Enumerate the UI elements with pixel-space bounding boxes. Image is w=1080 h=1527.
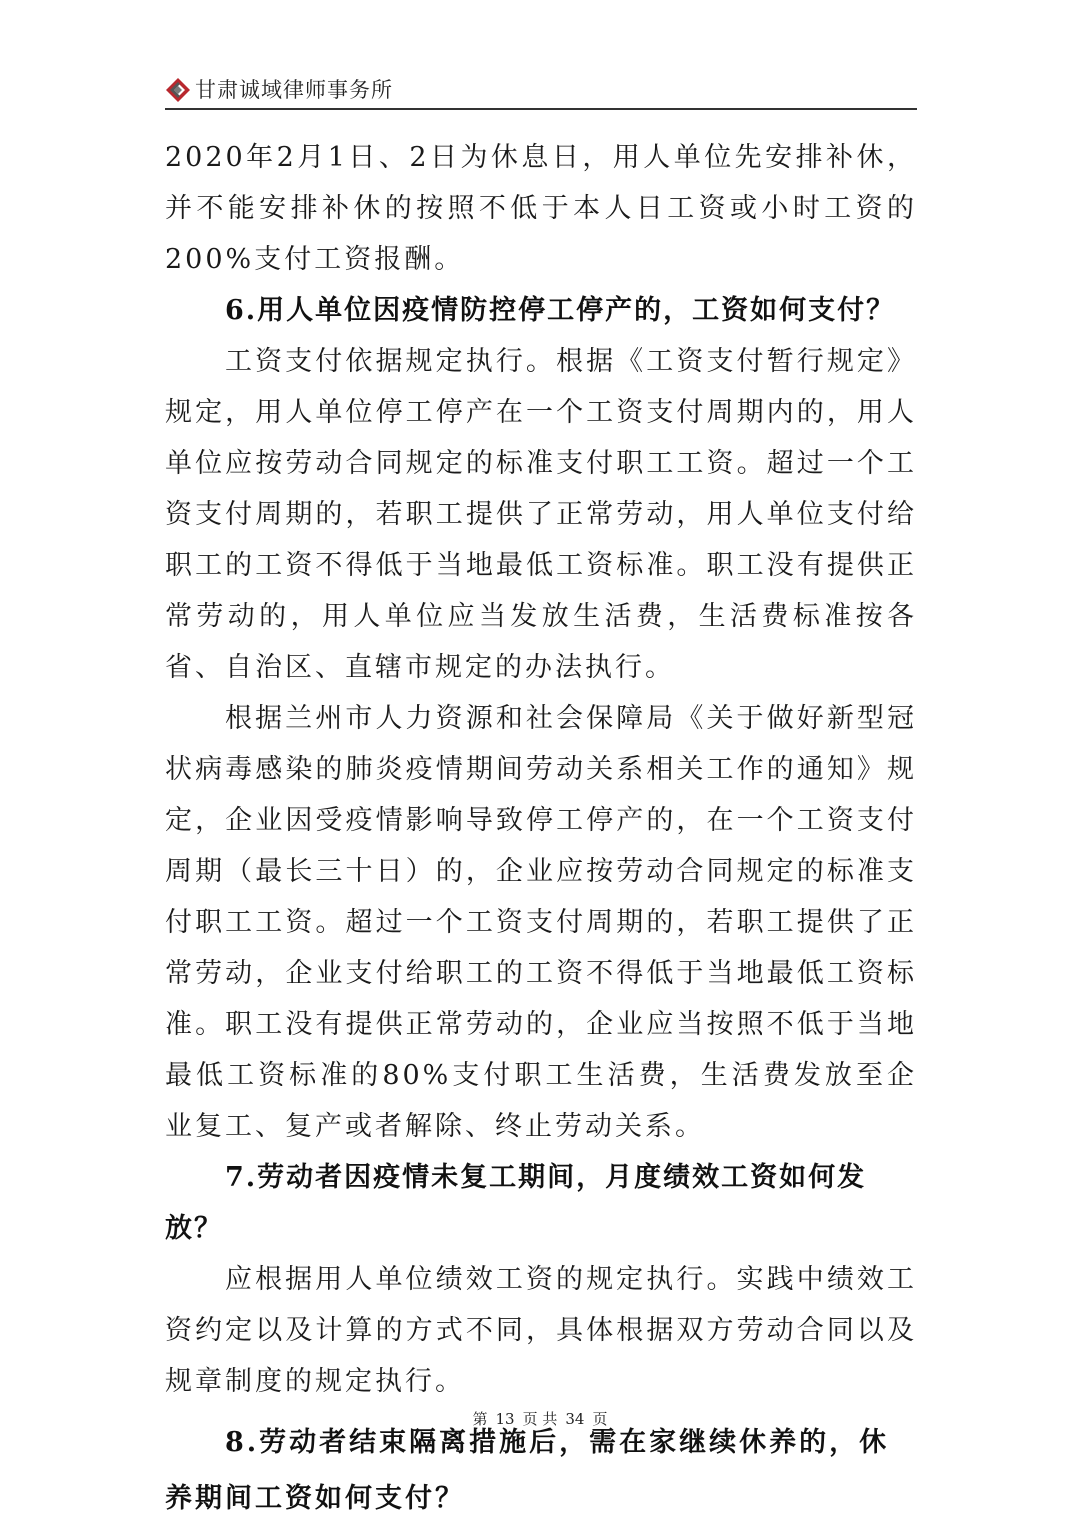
footer-mid: 页 共 bbox=[522, 1410, 558, 1428]
firm-logo-icon bbox=[165, 77, 191, 103]
heading-q6: 6.用人单位因疫情防控停工停产的，工资如何支付？ bbox=[225, 295, 896, 326]
footer-suffix: 页 bbox=[592, 1410, 608, 1428]
page-number: 13 bbox=[495, 1410, 515, 1428]
firm-name: 甘肃诚域律师事务所 bbox=[195, 78, 393, 102]
document-body bbox=[165, 132, 917, 1527]
paragraph-q6-regulation: 工资支付依据规定执行。根据《工资支付暂行规定》规定，用人单位停工停产在一个工资支付周期内的，用人单位应按劳动合同规定的标准支付职工工资。超过一个工资支付周期的，若职工提供了正常劳动，用人单位支付给职工的工资不得低于当地最低工资标准。职工没有提供正常劳动的，用人单位应当发放生活费，生活费标准按各省、自治区、直辖市规定的办法执行。 bbox=[165, 346, 917, 683]
footer-prefix: 第 bbox=[472, 1410, 488, 1428]
paragraph-q6-lanzhou-notice: 根据兰州市人力资源和社会保障局《关于做好新型冠状病毒感染的肺炎疫情期间劳动关系相关工作的通知》规定，企业因受疫情影响导致停工停产的，在一个工资支付周期（最长三十日）的，企业应按劳动合同规定的标准支付职工工资。超过一个工资支付周期的，若职工提供了正常劳动，企业支付给职工的工资不得低于当地最低工资标准。职工没有提供正常劳动的，企业应当按照不低于当地最低工资标准的80%支付职工生活费，生活费发放至企业复工、复产或者解除、终止劳动关系。 bbox=[165, 703, 917, 1142]
heading-q7: 7.劳动者因疫情未复工期间，月度绩效工资如何发放？ bbox=[165, 1162, 867, 1244]
paragraph-holiday-pay: 2020年2月1日、2日为休息日，用人单位先安排补休，并不能安排补休的按照不低于本人日工资或小时工资的200%支付工资报酬。 bbox=[165, 142, 917, 275]
total-pages: 34 bbox=[565, 1410, 585, 1428]
heading-q8: 8.劳动者结束隔离措施后，需在家继续休养的，休养期间工资如何支付？ bbox=[165, 1427, 890, 1514]
page-footer bbox=[0, 1408, 1080, 1429]
page-header bbox=[165, 74, 917, 110]
paragraph-q7-answer: 应根据用人单位绩效工资的规定执行。实践中绩效工资约定以及计算的方式不同，具体根据双方劳动合同以及规章制度的规定执行。 bbox=[165, 1264, 917, 1397]
